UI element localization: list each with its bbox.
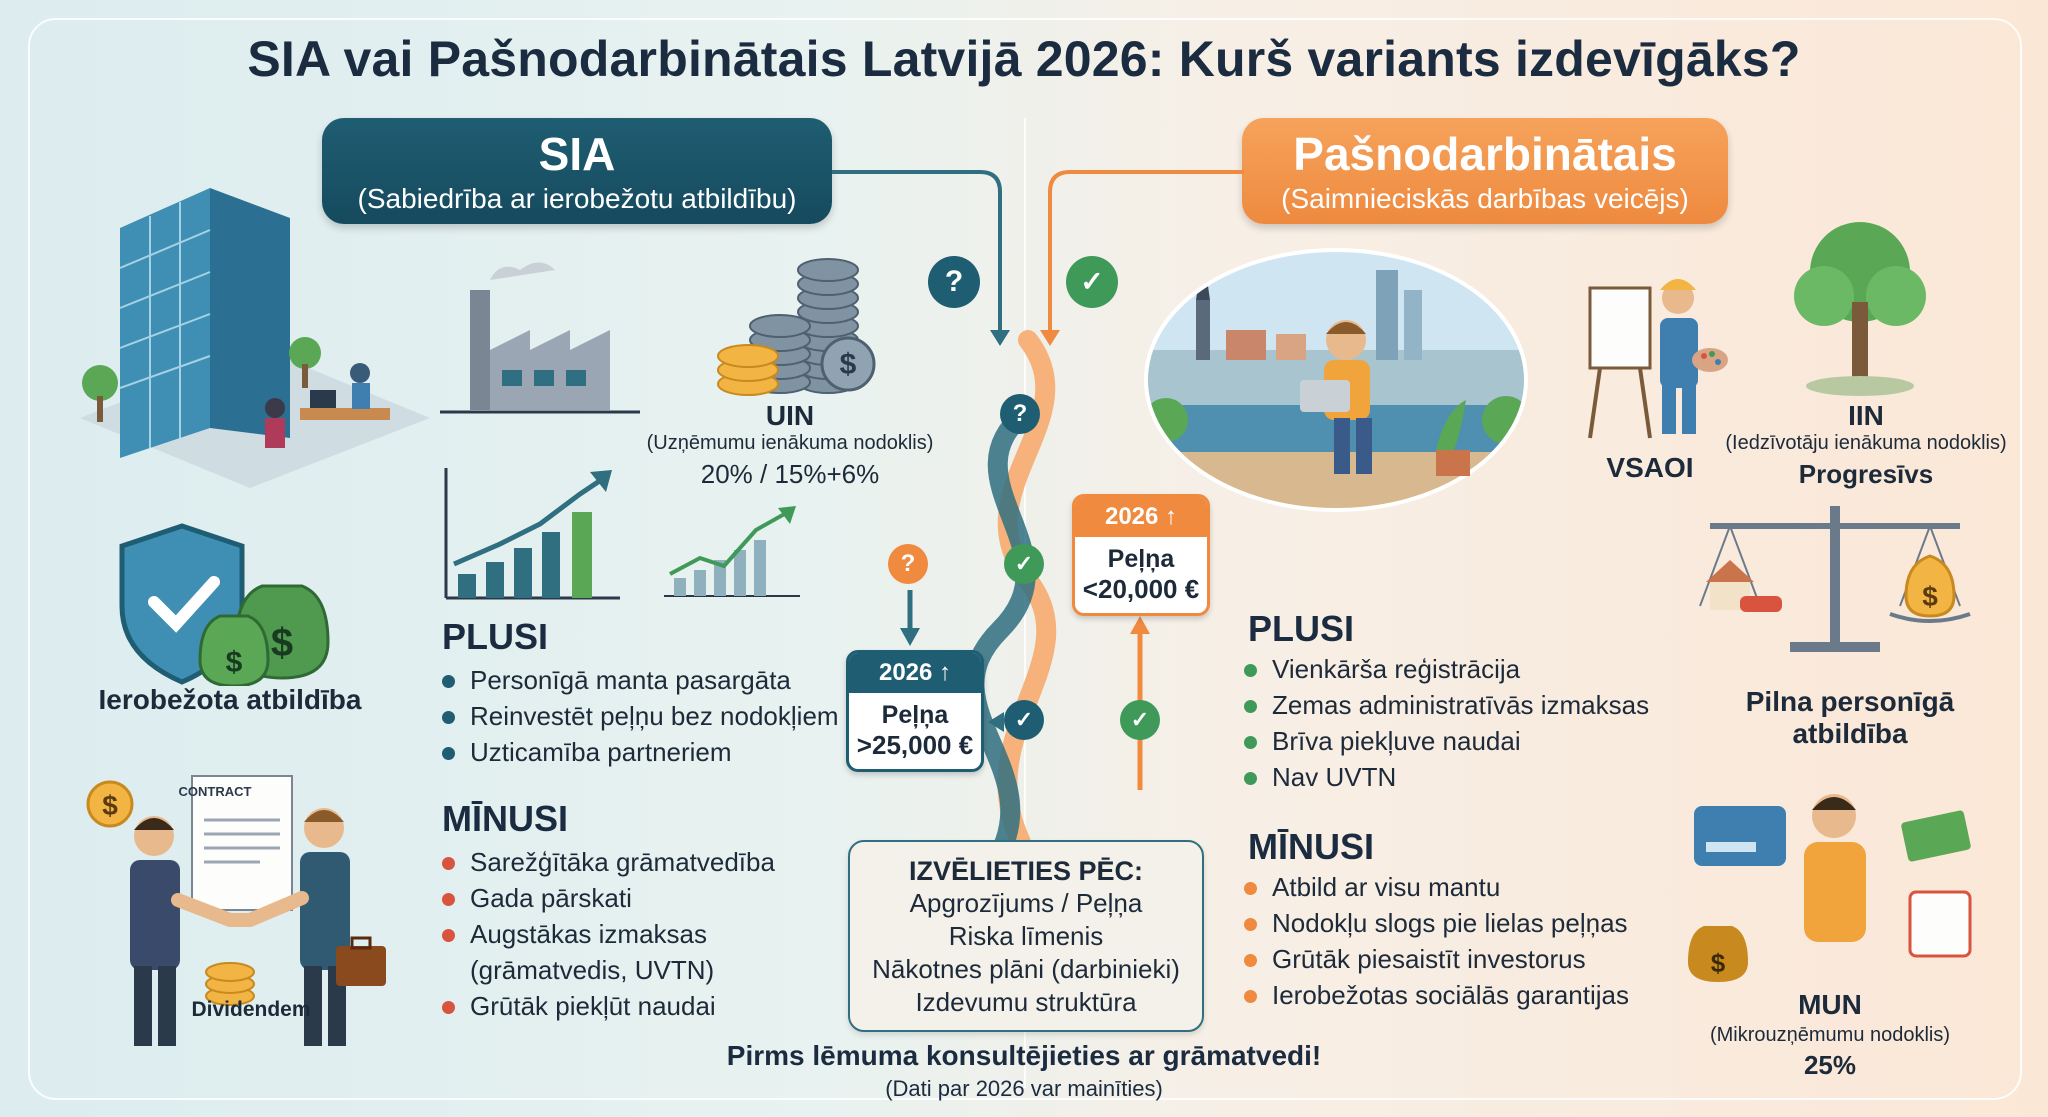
painter-icon [1580,268,1730,448]
contract-text: CONTRACT [178,784,252,799]
pd-full-name: (Saimnieciskās darbības veicējs) [1281,183,1689,214]
sia-profit-box [846,650,984,772]
uin-full-name: (Uzņēmumu ienākuma nodoklis) [646,432,934,454]
choose-row: Apgrozījums / Peļņa [909,888,1143,918]
svg-text:$: $ [102,790,118,821]
sia-profit-value: >25,000 € [856,730,974,760]
bullet-icon [1244,918,1257,931]
footer-note: (Dati par 2026 var mainīties) [885,1076,1163,1101]
sia-plusi-list [436,662,839,770]
svg-text:$: $ [1922,581,1938,612]
list-item: Grūtāk piesaistīt investorus [1238,941,1629,977]
sia-minusi-list [436,844,775,1024]
sia-minusi-title: MĪNUSI [442,798,568,839]
limited-liability-label: Ierobežota atbildība [98,684,362,715]
mun-full-name: (Mikrouzņēmumu nodoklis) [1709,1024,1951,1046]
list-item: Personīgā manta pasargāta [436,662,839,698]
choose-row: Nākotnes plāni (darbinieki) [872,954,1180,984]
check-small-icon: ✓ [1004,544,1044,584]
pd-minusi-title: MĪNUSI [1248,826,1374,867]
bullet-icon [1244,736,1257,749]
choose-title: IZVĒLIETIES PĒC: [908,856,1144,886]
bullet-icon [1244,990,1257,1003]
dividends-label: Dividendem [191,998,311,1021]
list-item: Grūtāk piekļūt naudai [436,988,775,1024]
bullet-icon [442,711,455,724]
iin-block [1716,400,2016,490]
uin-rate: 20% / 15%+6% [700,459,880,489]
choose-row: Izdevumu struktūra [915,987,1137,1017]
bullet-icon [1244,882,1257,895]
svg-text:$: $ [225,646,243,679]
list-item: Ierobežotas sociālās garantijas [1238,977,1629,1013]
sia-name: SIA [538,128,616,180]
list-item: Reinvestēt peļņu bez nodokļiem [436,698,839,734]
bullet-icon [1244,954,1257,967]
footer [0,1040,2048,1102]
pd-profit-year: 2026 ↑ [1075,497,1207,537]
list-item: Zemas administratīvās izmaksas [1238,687,1649,723]
pd-plusi-list [1238,651,1649,795]
freelancer-money-icon [1684,786,1984,986]
riga-freelancer-icon [1136,230,1536,520]
pd-profit-label: Peļņa [1107,545,1175,573]
uin-block [620,400,960,490]
full-liability-line2: atbildība [1792,718,1908,749]
factory-icon [440,250,640,420]
bullet-icon [442,1001,455,1014]
shield-money-icon [112,516,342,686]
bullet-icon [1244,664,1257,677]
list-item: Uzticamība partneriem [436,734,839,770]
footer-advice: Pirms lēmuma konsultējieties ar grāmatvedi! [726,1040,1322,1071]
pd-plusi-title: PLUSI [1248,608,1355,649]
bullet-icon [442,675,455,688]
question-orange-icon: ? [888,544,928,584]
check-icon: ✓ [1066,256,1118,308]
bullet-icon [442,857,455,870]
uin-label: UIN [765,400,815,431]
sia-profit-label: Peļņa [881,701,949,729]
small-growth-chart-icon [660,500,800,600]
list-item: Vienkārša reģistrācija [1238,651,1649,687]
bullet-icon [442,929,455,942]
coin-stack-icon [710,252,880,400]
check-green-icon: ✓ [1120,700,1160,740]
office-building-icon [60,168,440,508]
mun-label: MUN [1798,989,1862,1020]
svg-text:$: $ [1710,948,1726,978]
scale-icon [1690,496,1980,656]
choose-by-box [848,840,1204,1032]
bullet-icon [1244,772,1257,785]
tree-icon [1780,212,1940,402]
list-item: Atbild ar visu mantu [1238,869,1629,905]
svg-text:$: $ [270,621,294,665]
check-teal-icon: ✓ [1004,700,1044,740]
sia-full-name: (Sabiedrība ar ierobežotu atbildību) [357,183,797,214]
full-liability-line1: Pilna personīgā [1745,686,1955,717]
svg-text:$: $ [839,348,857,381]
list-item: Gada pārskati [436,880,775,916]
pd-name: Pašnodarbinātais [1293,128,1677,180]
sia-profit-year: 2026 ↑ [849,653,981,693]
pd-minusi-list [1238,869,1629,1013]
vsaoi-label: VSAOI [1606,452,1694,483]
full-liability-block [1700,686,2000,750]
bullet-icon [1244,700,1257,713]
iin-label: IIN [1848,400,1884,431]
list-item: Brīva piekļuve naudai [1238,723,1649,759]
list-item: Nav UVTN [1238,759,1649,795]
question-small-icon: ? [1000,394,1040,434]
choose-row: Riska līmenis [948,921,1104,951]
question-icon: ? [928,256,980,308]
growth-chart-icon [440,464,620,604]
list-item: Augstākas izmaksas (grāmatvedis, UVTN) [436,916,775,988]
list-item: Sarežģītāka grāmatvedība [436,844,775,880]
bullet-icon [442,893,455,906]
list-item: Nodokļu slogs pie lielas peļņas [1238,905,1629,941]
pd-profit-value: <20,000 € [1082,574,1200,604]
bullet-icon [442,747,455,760]
page-title: SIA vai Pašnodarbinātais Latvijā 2026: Kurš variants izdevīgāks? [247,31,1801,87]
iin-type: Progresīvs [1798,459,1934,489]
sia-plusi-title: PLUSI [442,616,549,657]
iin-full-name: (Iedzīvotāju ienākuma nodoklis) [1725,432,2007,454]
mun-rate: 25% [1803,1050,1857,1080]
